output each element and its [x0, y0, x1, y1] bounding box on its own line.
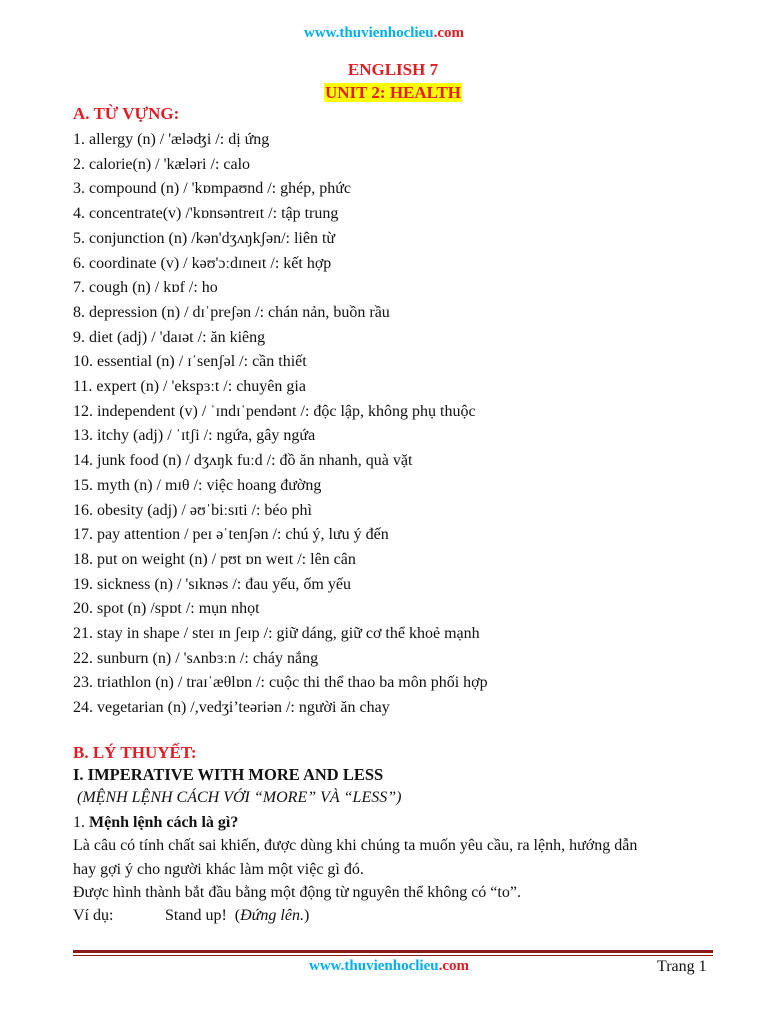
example-text: Stand up!	[165, 907, 227, 924]
paragraph-1-line-1: Là câu có tính chất sai khiến, được dùng khi chúng ta muốn yêu cầu, ra lệnh, hướng dẫn	[73, 837, 638, 854]
vocab-item: 9. diet (adj) / 'daɪət /: ăn kiêng	[73, 328, 266, 346]
question-1-text: Mệnh lệnh cách là gì?	[89, 814, 239, 831]
example-label: Ví dụ:	[73, 907, 114, 924]
vocab-item: 14. junk food (n) / dʒʌŋk fuːd /: đồ ăn nhanh, quà vặt	[73, 452, 413, 470]
vocabulary-list	[73, 128, 488, 721]
vocab-item: 10. essential (n) / ɪˈsenʃəl /: cần thiết	[73, 353, 307, 371]
header-site-domain: .com	[433, 25, 464, 41]
document-title: ENGLISH 7	[347, 60, 439, 79]
vocab-item: 17. pay attention / peɪ əˈtenʃən /: chú ý, lưu ý đến	[73, 526, 389, 544]
vocab-item: 4. concentrate(v) /'kɒnsəntreɪt /: tập trung	[73, 205, 339, 223]
question-1	[73, 814, 238, 832]
vocab-item: 12. independent (v) / ˈɪndɪˈpendənt /: độc lập, không phụ thuộc	[73, 402, 476, 420]
footer-website-link[interactable]	[0, 958, 768, 975]
footer-divider-thin	[73, 955, 713, 956]
vocab-item: 15. myth (n) / mɪθ /: việc hoang đường	[73, 476, 322, 494]
part-i-subtitle: (MỆNH LỆNH CÁCH VỚI “MORE” VÀ “LESS”)	[77, 789, 402, 806]
vocab-item: 11. expert (n) / 'ekspɜːt /: chuyên gia	[73, 378, 306, 396]
vocab-item: 13. itchy (adj) / ˈɪtʃi /: ngứa, gây ngứa	[73, 427, 316, 445]
page-number: Trang 1	[657, 958, 707, 975]
section-b-heading: B. LÝ THUYẾT:	[73, 743, 197, 762]
question-1-number: 1.	[73, 814, 85, 831]
vocab-item: 23. triathlon (n) / traɪˈæθlɒn /: cuộc thi thể thao ba môn phối hợp	[73, 674, 488, 692]
example-open-paren: (	[234, 907, 241, 924]
paragraph-1-line-2: hay gợi ý cho người khác làm một việc gì đó.	[73, 861, 364, 878]
example-line	[73, 907, 309, 925]
vocab-item: 20. spot (n) /spɒt /: mụn nhọt	[73, 600, 260, 618]
vocab-item: 6. coordinate (v) / kəʊ'ɔːdɪneɪt /: kết hợp	[73, 254, 332, 272]
vocab-item: 8. depression (n) / dɪˈpreʃən /: chán nản, buồn rầu	[73, 303, 390, 321]
footer-site-name: www.thuvienhoclieu	[308, 958, 439, 974]
vocab-item: 16. obesity (adj) / əʊˈbiːsɪti /: béo phì	[73, 501, 312, 519]
vocab-item: 1. allergy (n) / 'æləʤi /: dị ứng	[73, 131, 270, 148]
vocab-item: 24. vegetarian (n) /,vedʒi’teəriən /: người ăn chay	[73, 699, 390, 717]
paragraph-2: Được hình thành bắt đầu bằng một động từ nguyên thể không có “to”.	[73, 884, 521, 901]
vocab-item: 22. sunburn (n) / 'sʌnbɜːn /: cháy nắng	[73, 649, 319, 667]
vocab-item: 5. conjunction (n) /kən'dʒʌŋkʃən/: liên từ	[73, 229, 336, 247]
vocab-item: 2. calorie(n) / 'kæləri /: calo	[73, 155, 251, 173]
unit-title-text: UNIT 2: HEALTH	[324, 83, 462, 102]
vocab-item: 3. compound (n) / 'kɒmpaʊnd /: ghép, phức	[73, 180, 351, 198]
section-a-heading: A. TỪ VỰNG:	[73, 104, 180, 123]
footer-divider-thick	[73, 950, 713, 953]
header-website-link[interactable]	[0, 25, 768, 42]
footer-site-domain: .com	[438, 958, 469, 974]
vocab-item: 18. put on weight (n) / pʊt ɒn weɪt /: lên cân	[73, 550, 356, 568]
vocab-item: 7. cough (n) / kɒf /: ho	[73, 279, 218, 297]
part-i-title: I. IMPERATIVE WITH MORE AND LESS	[73, 765, 384, 784]
unit-title	[0, 82, 768, 104]
example-translation: Đứng lên.	[240, 907, 304, 924]
vocab-item: 21. stay in shape / steɪ ɪn ʃeɪp /: giữ dáng, giữ cơ thể khoẻ mạnh	[73, 625, 480, 643]
header-site-name: www.thuvienhoclieu	[303, 25, 434, 41]
example-close-paren: )	[303, 907, 310, 924]
vocab-item: 19. sickness (n) / 'sɪknəs /: đau yếu, ốm yếu	[73, 575, 351, 593]
